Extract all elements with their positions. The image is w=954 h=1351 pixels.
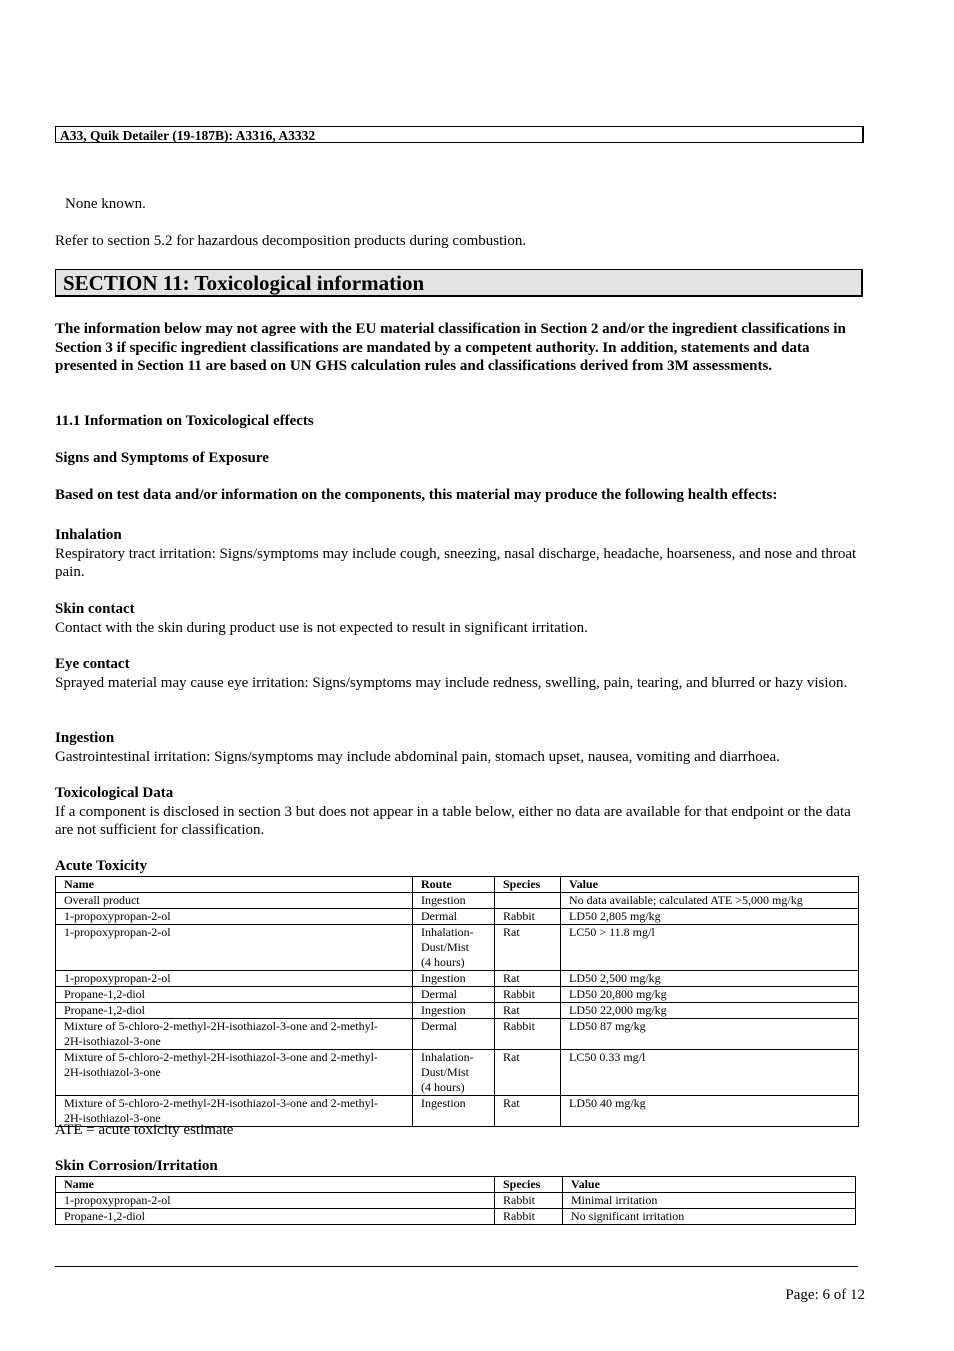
- table-row: [56, 971, 859, 987]
- table-cell: Overall product: [56, 893, 413, 909]
- table-row: [56, 1003, 859, 1019]
- table-cell: Ingestion: [413, 971, 495, 987]
- table-cell: Mixture of 5-chloro-2-methyl-2H-isothiazol-3-one and 2-methyl- 2H-isothiazol-3-one: [56, 1050, 413, 1096]
- table-cell: LD50 87 mg/kg: [561, 1019, 859, 1050]
- table-cell: Rat: [495, 925, 561, 971]
- signs-heading: Signs and Symptoms of Exposure: [55, 450, 269, 466]
- table-cell: Rat: [495, 1003, 561, 1019]
- table-cell: No data available; calculated ATE >5,000 mg/kg: [561, 893, 859, 909]
- table-header-row: [56, 1177, 856, 1193]
- table-cell: Rabbit: [495, 1193, 563, 1209]
- table-cell: Dermal: [413, 987, 495, 1003]
- eye-block: [55, 655, 865, 692]
- table-cell: LD50 40 mg/kg: [561, 1096, 859, 1127]
- tox-data-block: [55, 784, 865, 840]
- column-header: Name: [56, 1177, 495, 1193]
- table-cell: 1-propoxypropan-2-ol: [56, 971, 413, 987]
- table-cell: Minimal irritation: [563, 1193, 856, 1209]
- ingestion-text: Gastrointestinal irritation: Signs/symptoms may include abdominal pain, stomach upset, nausea, vomiting and diarrhoea.: [55, 748, 780, 765]
- table-cell: LD50 22,000 mg/kg: [561, 1003, 859, 1019]
- table-cell: Mixture of 5-chloro-2-methyl-2H-isothiazol-3-one and 2-methyl- 2H-isothiazol-3-one: [56, 1096, 413, 1127]
- acute-toxicity-table: [55, 876, 859, 1127]
- column-header: Species: [495, 1177, 563, 1193]
- tox-data-title: Toxicological Data: [55, 785, 174, 801]
- ingestion-title: Ingestion: [55, 730, 115, 746]
- table-cell: Rabbit: [495, 987, 561, 1003]
- ingestion-block: [55, 729, 865, 766]
- table-cell: 1-propoxypropan-2-ol: [56, 925, 413, 971]
- column-header: Species: [495, 877, 561, 893]
- table-row: [56, 987, 859, 1003]
- table-row: [56, 1209, 856, 1225]
- skin-text: Contact with the skin during product use is not expected to result in significant irritation.: [55, 619, 588, 636]
- table-cell: Dermal: [413, 909, 495, 925]
- skin-corrosion-caption: Skin Corrosion/Irritation: [55, 1158, 218, 1174]
- eye-text: Sprayed material may cause eye irritation: Signs/symptoms may include redness, swelling, pain, tearing, and blurred or hazy vision.: [55, 674, 848, 691]
- table-cell: LC50 > 11.8 mg/l: [561, 925, 859, 971]
- table-cell: Inhalation- Dust/Mist (4 hours): [413, 925, 495, 971]
- table-cell: LD50 20,800 mg/kg: [561, 987, 859, 1003]
- table-cell: Rabbit: [495, 1019, 561, 1050]
- table-cell: 1-propoxypropan-2-ol: [56, 1193, 495, 1209]
- table-row: [56, 1193, 856, 1209]
- table-cell: Mixture of 5-chloro-2-methyl-2H-isothiazol-3-one and 2-methyl- 2H-isothiazol-3-one: [56, 1019, 413, 1050]
- footer-rule: [55, 1266, 858, 1267]
- table-cell: No significant irritation: [563, 1209, 856, 1225]
- intro-text: The information below may not agree with the EU material classification in Section 2 and/or the ingredient classifications in Section 3 if specific ingredient classifications are mandated by a competent authority. In addition, statements and data presented in Section 11 are based on UN GHS calculation rules and classifications derived from 3M assessments.: [55, 321, 846, 374]
- table-cell: Propane-1,2-diol: [56, 1003, 413, 1019]
- eye-title: Eye contact: [55, 656, 130, 672]
- table-row: [56, 925, 859, 971]
- column-header: Name: [56, 877, 413, 893]
- table-cell: Propane-1,2-diol: [56, 1209, 495, 1225]
- table-cell: Ingestion: [413, 893, 495, 909]
- column-header: Route: [413, 877, 495, 893]
- document-header: A33, Quik Detailer (19-187B): A3316, A3332: [55, 126, 864, 143]
- table-cell: LD50 2,805 mg/kg: [561, 909, 859, 925]
- table-cell: Rabbit: [495, 1209, 563, 1225]
- ate-note: ATE = acute toxicity estimate: [55, 1122, 234, 1138]
- section-title: SECTION 11: Toxicological information: [55, 269, 863, 297]
- inhalation-title: Inhalation: [55, 527, 122, 543]
- table-cell: Inhalation- Dust/Mist (4 hours): [413, 1050, 495, 1096]
- table-row: [56, 1019, 859, 1050]
- skin-corrosion-table: [55, 1176, 856, 1225]
- table-row: [56, 1050, 859, 1096]
- subsection-11-1: 11.1 Information on Toxicological effects: [55, 413, 314, 429]
- table-cell: Rat: [495, 971, 561, 987]
- none-known-text: None known.: [65, 196, 146, 212]
- table-cell: [495, 893, 561, 909]
- skin-block: [55, 600, 865, 637]
- table-cell: Rat: [495, 1050, 561, 1096]
- table-row: [56, 909, 859, 925]
- tox-data-text: If a component is disclosed in section 3 but does not appear in a table below, either no data are available for that endpoint or the data are not sufficient for classification.: [55, 803, 851, 838]
- table-cell: Ingestion: [413, 1096, 495, 1127]
- page-number: Page: 6 of 12: [785, 1287, 865, 1303]
- skin-title: Skin contact: [55, 601, 135, 617]
- column-header: Value: [563, 1177, 856, 1193]
- based-on-text: Based on test data and/or information on the components, this material may produce the following health effects:: [55, 487, 778, 503]
- table-row: [56, 893, 859, 909]
- table-cell: Rat: [495, 1096, 561, 1127]
- table-cell: LD50 2,500 mg/kg: [561, 971, 859, 987]
- refer-text: Refer to section 5.2 for hazardous decomposition products during combustion.: [55, 233, 527, 249]
- table-cell: LC50 0.33 mg/l: [561, 1050, 859, 1096]
- table-cell: 1-propoxypropan-2-ol: [56, 909, 413, 925]
- table-cell: Dermal: [413, 1019, 495, 1050]
- table-header-row: [56, 877, 859, 893]
- table-cell: Rabbit: [495, 909, 561, 925]
- inhalation-block: [55, 526, 865, 582]
- table-cell: Ingestion: [413, 1003, 495, 1019]
- column-header: Value: [561, 877, 859, 893]
- acute-toxicity-caption: Acute Toxicity: [55, 858, 148, 874]
- table-cell: Propane-1,2-diol: [56, 987, 413, 1003]
- inhalation-text: Respiratory tract irritation: Signs/symptoms may include cough, sneezing, nasal discharge, headache, hoarseness, and nose and throat pain.: [55, 545, 857, 580]
